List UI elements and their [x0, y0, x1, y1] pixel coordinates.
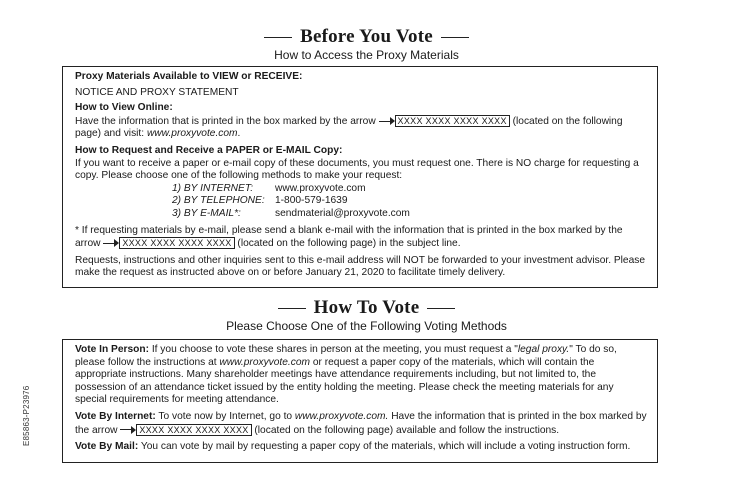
title-rule-right [427, 308, 455, 309]
email-footnote: * If requesting materials by e-mail, please send a blank e-mail with the information that is printed in the box marked by the arrow XXXX XXXX XXXX XXXX (located on the following page) in the subject line. [75, 224, 623, 250]
proxyvote-link[interactable]: www.proxyvote.com [219, 356, 311, 368]
section-title: How To Vote [313, 297, 420, 318]
title-rule-left [264, 37, 292, 38]
section-title: Before You Vote [300, 26, 433, 47]
proxyvote-link[interactable]: www.proxyvote.com. [294, 410, 389, 422]
method-email: 3) BY E-MAIL*: sendmaterial@proxyvote.com [172, 207, 410, 219]
materials-item: NOTICE AND PROXY STATEMENT [75, 86, 239, 98]
control-number-box: XXXX XXXX XXXX XXXX [395, 115, 510, 127]
title-rule-left [278, 308, 306, 309]
section-subtitle: How to Access the Proxy Materials [274, 48, 459, 62]
control-number-box: XXXX XXXX XXXX XXXX [119, 237, 234, 249]
arrow-icon [103, 239, 119, 247]
vote-by-mail: Vote By Mail: You can vote by mail by requesting a paper copy of the materials, which will include a voting instruction form. [75, 441, 631, 453]
proxy-materials-box [62, 66, 658, 288]
how-to-vote-heading [0, 297, 733, 333]
section-subtitle: Please Choose One of the Following Voting Methods [226, 319, 507, 333]
materials-heading: Proxy Materials Available to VIEW or RECEIVE: [75, 71, 303, 82]
method-internet: 1) BY INTERNET: www.proxyvote.com [172, 182, 366, 194]
request-text: If you want to receive a paper or e-mail copy of these documents, you must request one. There is NO charge for requesting a copy. Please choose one of the following methods to make your request: [75, 157, 639, 182]
vote-by-internet: Vote By Internet: To vote now by Internet, go to www.proxyvote.com. Have the information that is printed in the box marked by the arrow XXXX XXXX XXXX XXXX (located on the following page) available and follow the instructions. [75, 410, 647, 436]
request-methods [172, 183, 647, 221]
before-you-vote-heading [0, 26, 733, 62]
vote-in-person: Vote In Person: If you choose to vote these shares in person at the meeting, you must request a "legal proxy." To do so, please follow the instructions at www.proxyvote.com or request a paper copy of the materials, which will contain the appropriate instructions. Many shareholder meetings have attendance requirements including, but not limited to, the possession of an attendance ticket issued by the entity holding the meeting. Please check the meeting materials for any special requirements for meeting attendance. [75, 344, 617, 406]
requests-notice: Requests, instructions and other inquiries sent to this e-mail address will NOT be forwarded to your investment advisor. Please make the request as instructed above on or before January 21, 2020 to facilitate timely delivery. [75, 254, 646, 279]
document-code: E85863-P23976 [22, 385, 31, 446]
arrow-icon [379, 117, 395, 125]
voting-methods-box [62, 339, 658, 463]
request-heading: How to Request and Receive a PAPER or E-MAIL Copy: [75, 144, 343, 156]
arrow-icon [120, 426, 136, 434]
view-online-heading: How to View Online: [75, 102, 173, 114]
title-rule-right [441, 37, 469, 38]
view-online-text: Have the information that is printed in the box marked by the arrow XXXX XXXX XXXX XXXX (located on the following page) and visit: www.proxyvote.com. [75, 115, 623, 140]
method-telephone: 2) BY TELEPHONE: 1-800-579-1639 [172, 195, 348, 207]
proxyvote-link[interactable]: www.proxyvote.com [146, 128, 238, 140]
control-number-box: XXXX XXXX XXXX XXXX [136, 424, 251, 436]
